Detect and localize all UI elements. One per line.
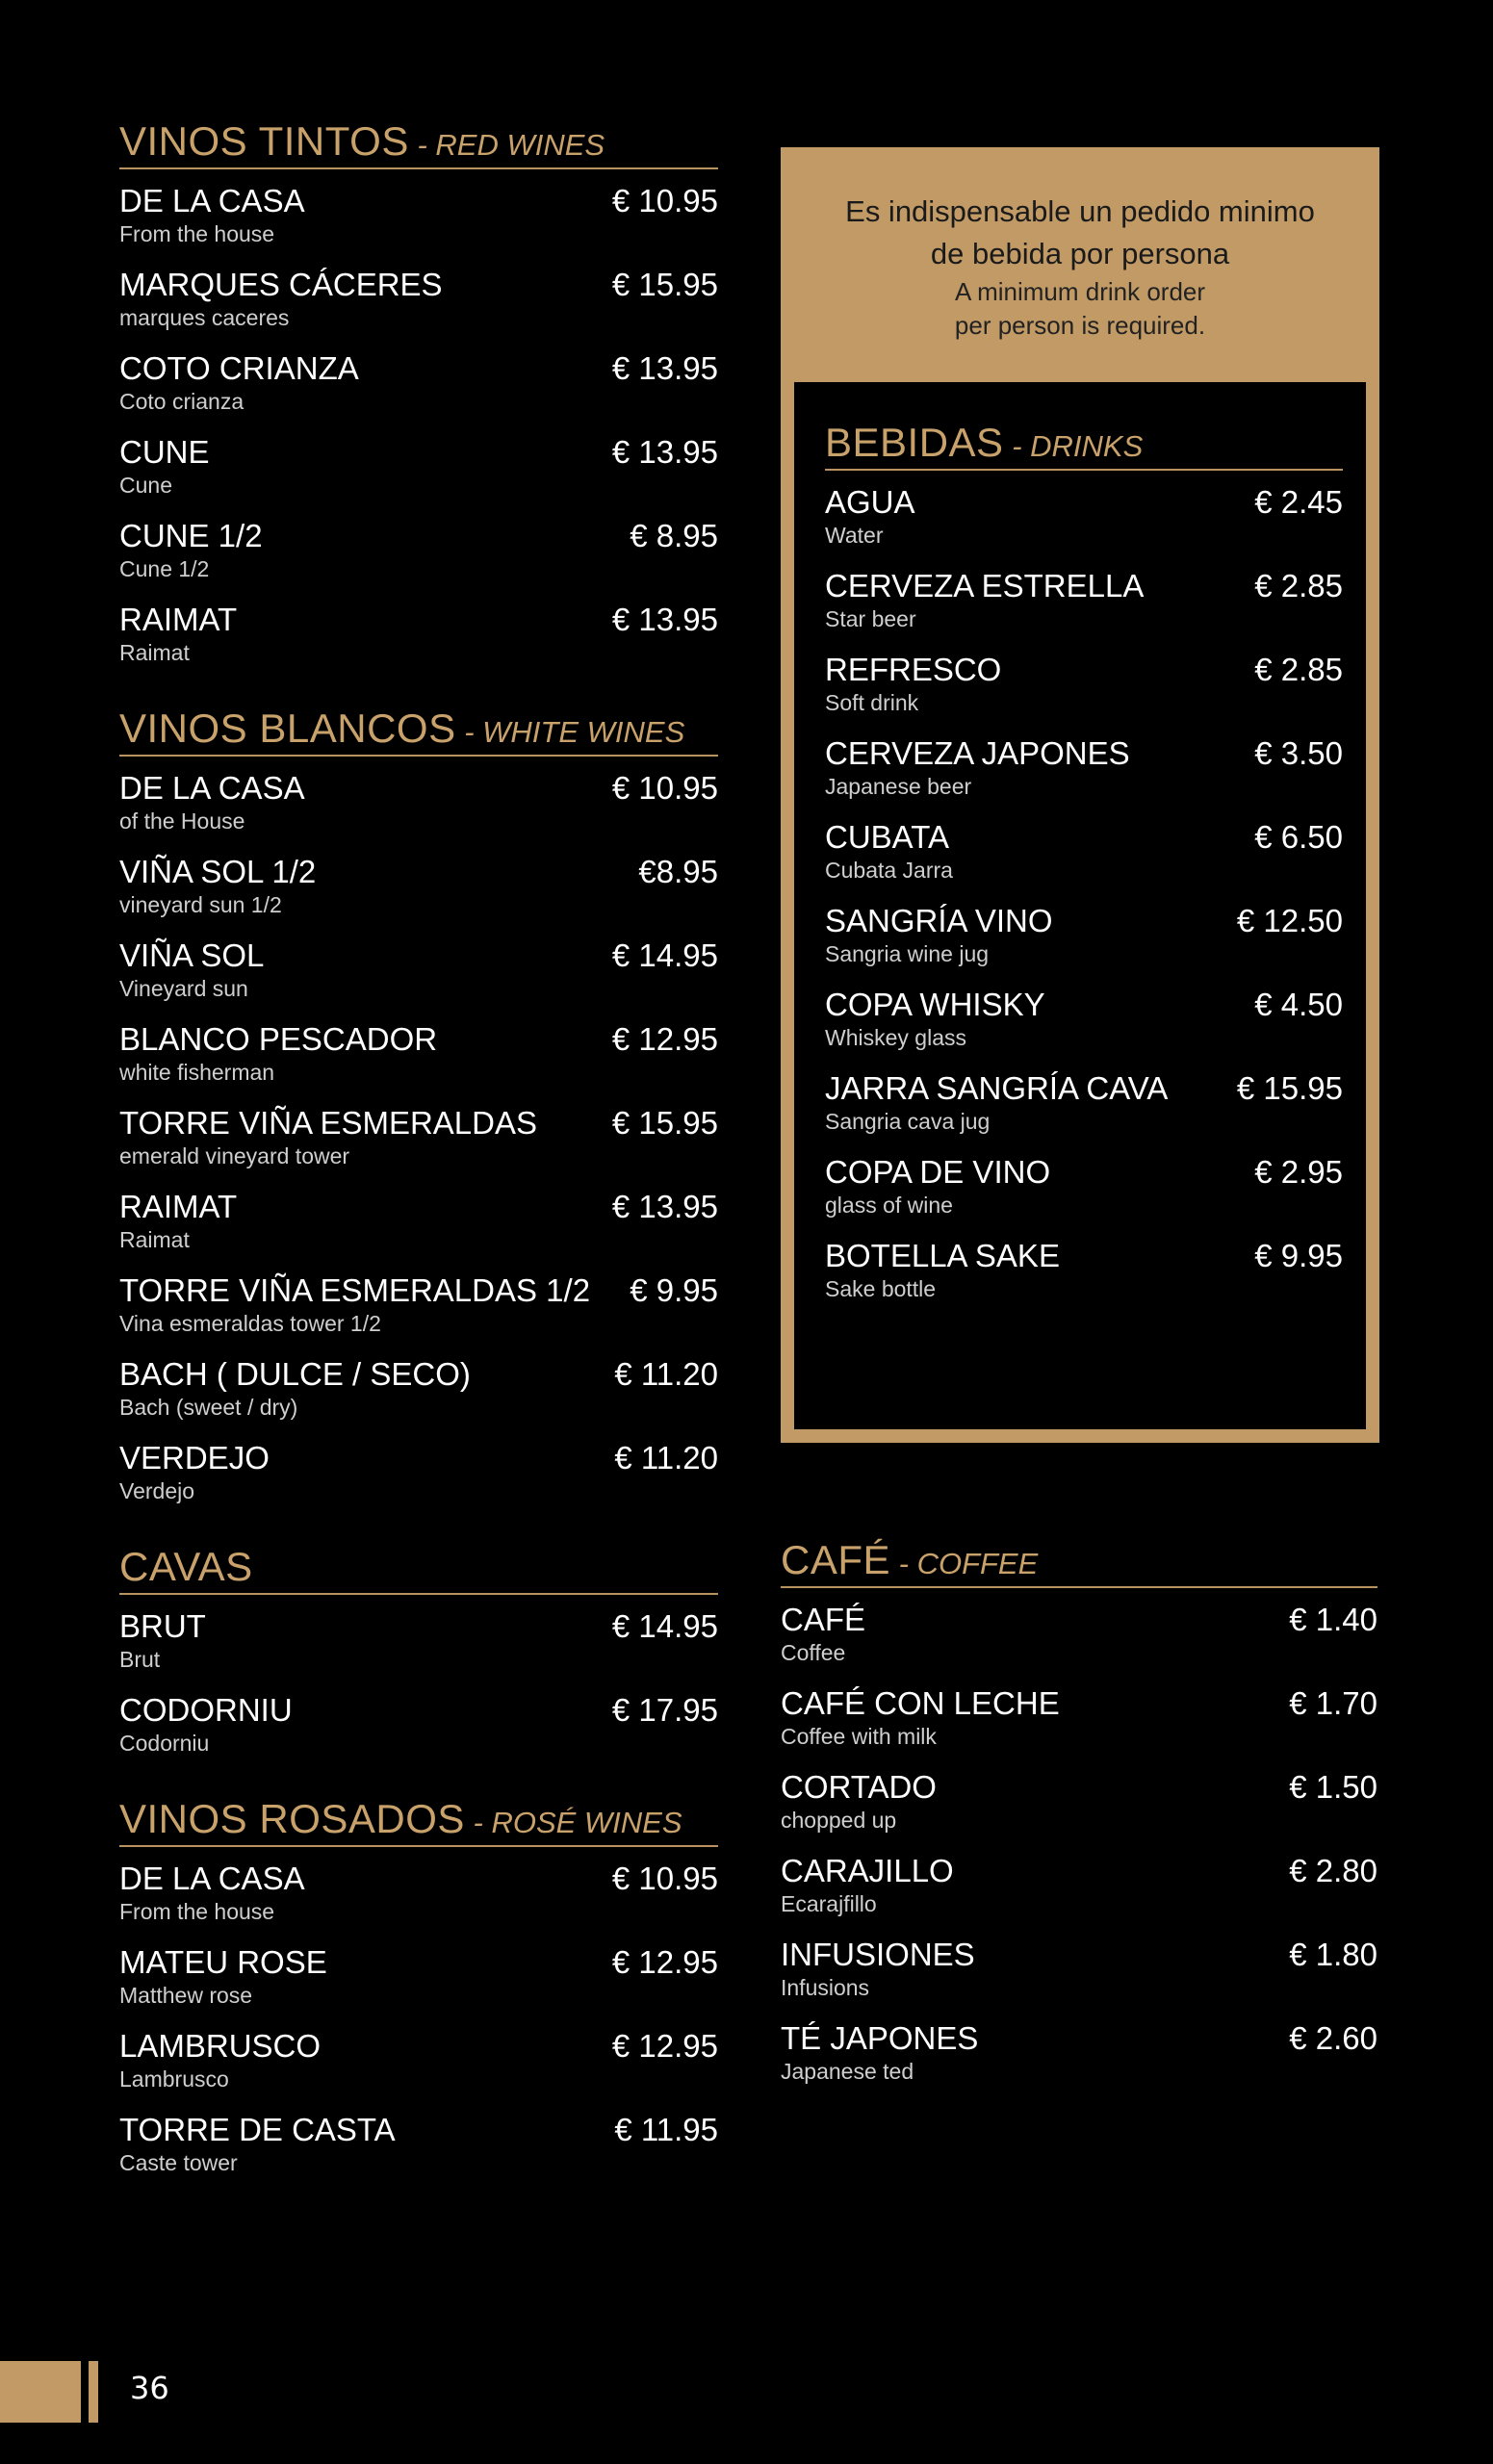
item-price: € 9.95 [630, 1272, 718, 1308]
item-description: glass of wine [825, 1193, 953, 1218]
left-column [119, 118, 718, 2219]
item-description: Coffee with milk [781, 1724, 937, 1749]
item-description: Lambrusco [119, 2066, 229, 2092]
footer-gold-stripe [89, 2361, 98, 2423]
item-price: € 1.80 [1289, 1937, 1377, 1972]
drinks-panel [781, 147, 1379, 1443]
menu-item [825, 735, 1343, 800]
item-name: CODORNIU [119, 1692, 293, 1728]
item-name: CAFÉ [781, 1602, 866, 1637]
item-description: Coffee [781, 1640, 846, 1665]
menu-item [825, 568, 1343, 632]
section-title: VINOS ROSADOS [119, 1796, 465, 1841]
item-name: DE LA CASA [119, 1861, 305, 1896]
item-price: €8.95 [638, 854, 718, 889]
item-price: € 12.95 [611, 1944, 718, 1980]
menu-item [119, 2112, 718, 2176]
item-description: From the house [119, 221, 275, 246]
item-description: white fisherman [119, 1060, 275, 1085]
item-price: € 12.95 [611, 2028, 718, 2064]
menu-item [119, 1861, 718, 1925]
menu-item [119, 1440, 718, 1504]
item-price: € 13.95 [611, 350, 718, 386]
item-price: € 12.50 [1236, 903, 1343, 938]
item-description: Raimat [119, 1227, 190, 1252]
section-subtitle: - COFFEE [890, 1547, 1039, 1580]
item-description: Japanese beer [825, 774, 972, 799]
section-subtitle: - RED WINES [408, 128, 605, 162]
item-description: Sangria cava jug [825, 1109, 991, 1134]
item-price: € 1.70 [1289, 1685, 1377, 1721]
item-name: BACH ( DULCE / SECO) [119, 1356, 471, 1392]
item-description: Cubata Jarra [825, 858, 953, 883]
item-name: DE LA CASA [119, 183, 305, 218]
section-title: BEBIDAS [825, 420, 1004, 465]
section-heading [119, 1796, 718, 1847]
item-name: INFUSIONES [781, 1937, 975, 1972]
menu-item [781, 1602, 1377, 1666]
item-name: CARAJILLO [781, 1853, 954, 1888]
item-name: CERVEZA JAPONES [825, 735, 1130, 771]
menu-item [119, 1692, 718, 1757]
item-price: € 3.50 [1254, 735, 1343, 771]
section-title: CAVAS [119, 1544, 253, 1589]
menu-item [781, 1853, 1377, 1917]
item-name: MARQUES CÁCERES [119, 267, 443, 302]
item-description: Sake bottle [825, 1276, 937, 1301]
item-price: € 2.85 [1254, 568, 1343, 603]
item-description: marques caceres [119, 305, 290, 330]
section-subtitle: - DRINKS [1003, 429, 1144, 463]
menu-item [119, 854, 718, 918]
item-description: Codorniu [119, 1731, 210, 1756]
item-description: Ecarajfillo [781, 1891, 877, 1916]
item-description: Vina esmeraldas tower 1/2 [119, 1311, 381, 1336]
menu-item [119, 1189, 718, 1253]
section-subtitle: - ROSÉ WINES [464, 1806, 682, 1839]
item-description: Raimat [119, 640, 190, 665]
item-price: € 2.85 [1254, 652, 1343, 687]
item-description: of the House [119, 808, 245, 834]
menu-item [119, 183, 718, 247]
menu-item [781, 1769, 1377, 1834]
item-price: € 13.95 [611, 434, 718, 470]
item-name: CAFÉ CON LECHE [781, 1685, 1060, 1721]
item-name: REFRESCO [825, 652, 1002, 687]
item-price: € 10.95 [611, 1861, 718, 1896]
menu-section [781, 1537, 1377, 2085]
item-price: € 8.95 [630, 518, 718, 553]
item-price: € 15.95 [1236, 1070, 1343, 1106]
menu-item [119, 434, 718, 499]
item-name: AGUA [825, 484, 915, 520]
menu-item [119, 1608, 718, 1673]
item-description: Cune [119, 473, 172, 498]
item-name: TORRE VIÑA ESMERALDAS [119, 1105, 538, 1141]
notice-en-line2: per person is required. [954, 311, 1206, 340]
item-name: SANGRÍA VINO [825, 903, 1053, 938]
menu-item [119, 1944, 718, 2009]
section-heading [781, 1537, 1377, 1588]
section-heading [825, 420, 1343, 471]
coffee-column [781, 1537, 1377, 2127]
item-description: Star beer [825, 606, 916, 631]
item-name: VERDEJO [119, 1440, 270, 1476]
menu-item [119, 602, 718, 666]
menu-item [119, 350, 718, 415]
item-name: TORRE VIÑA ESMERALDAS 1/2 [119, 1272, 591, 1308]
item-price: € 9.95 [1254, 1238, 1343, 1273]
minimum-order-notice [781, 147, 1379, 343]
item-price: € 12.95 [611, 1021, 718, 1057]
item-description: From the house [119, 1899, 275, 1924]
menu-item [825, 903, 1343, 967]
menu-item [119, 770, 718, 834]
item-name: COPA WHISKY [825, 987, 1045, 1022]
item-price: € 1.40 [1289, 1602, 1377, 1637]
menu-section [825, 420, 1343, 1302]
item-name: BOTELLA SAKE [825, 1238, 1060, 1273]
item-price: € 2.60 [1289, 2020, 1377, 2056]
item-description: Verdejo [119, 1478, 195, 1503]
item-description: Matthew rose [119, 1983, 253, 2008]
item-description: Sangria wine jug [825, 941, 990, 966]
item-name: CUNE [119, 434, 210, 470]
item-name: CERVEZA ESTRELLA [825, 568, 1145, 603]
section-heading [119, 708, 718, 757]
menu-item [825, 819, 1343, 884]
menu-item [825, 1070, 1343, 1135]
section-heading [119, 118, 718, 169]
item-description: chopped up [781, 1808, 897, 1833]
menu-section [119, 118, 718, 666]
menu-item [781, 2020, 1377, 2085]
menu-item [825, 987, 1343, 1051]
drinks-section-container [825, 420, 1343, 1345]
item-price: € 1.50 [1289, 1769, 1377, 1805]
item-name: BLANCO PESCADOR [119, 1021, 438, 1057]
section-title: VINOS TINTOS [119, 118, 409, 164]
item-price: € 17.95 [611, 1692, 718, 1728]
item-name: TÉ JAPONES [781, 2020, 979, 2056]
section-title: CAFÉ [781, 1537, 891, 1582]
section-subtitle: - WHITE WINES [455, 715, 685, 749]
menu-section [119, 1796, 718, 2176]
menu-section [119, 1544, 718, 1757]
item-name: MATEU ROSE [119, 1944, 327, 1980]
item-name: CUNE 1/2 [119, 518, 263, 553]
item-name: BRUT [119, 1608, 206, 1644]
item-price: € 10.95 [611, 770, 718, 806]
menu-item [781, 1937, 1377, 2001]
item-price: € 15.95 [611, 1105, 718, 1141]
item-price: € 2.95 [1254, 1154, 1343, 1190]
item-price: € 13.95 [611, 1189, 718, 1224]
section-heading [119, 1544, 718, 1595]
menu-item [119, 2028, 718, 2092]
item-name: JARRA SANGRÍA CAVA [825, 1070, 1169, 1106]
item-name: TORRE DE CASTA [119, 2112, 396, 2147]
item-description: vineyard sun 1/2 [119, 892, 282, 917]
item-name: COTO CRIANZA [119, 350, 359, 386]
item-price: € 2.80 [1289, 1853, 1377, 1888]
item-name: CORTADO [781, 1769, 937, 1805]
item-description: Brut [119, 1647, 161, 1672]
item-name: RAIMAT [119, 602, 238, 637]
menu-item [119, 518, 718, 582]
item-price: € 15.95 [611, 267, 718, 302]
item-description: Infusions [781, 1975, 870, 2000]
menu-item [825, 1238, 1343, 1302]
menu-item [825, 484, 1343, 549]
menu-item [825, 652, 1343, 716]
menu-item [119, 937, 718, 1002]
item-price: € 11.20 [614, 1356, 718, 1392]
item-name: CUBATA [825, 819, 949, 855]
item-description: emerald vineyard tower [119, 1143, 350, 1168]
item-description: Coto crianza [119, 389, 245, 414]
item-price: € 11.20 [614, 1440, 718, 1476]
notice-en-line1: A minimum drink order [954, 277, 1206, 306]
menu-item [119, 267, 718, 331]
item-name: RAIMAT [119, 1189, 238, 1224]
menu-item [119, 1021, 718, 1086]
item-description: Whiskey glass [825, 1025, 966, 1050]
notice-es-line1: Es indispensable un pedido minimo [845, 194, 1315, 228]
footer-gold-block [0, 2361, 81, 2423]
item-price: € 14.95 [611, 937, 718, 973]
section-title: VINOS BLANCOS [119, 706, 456, 751]
menu-item [119, 1272, 718, 1337]
item-name: VIÑA SOL [119, 937, 265, 973]
item-price: € 10.95 [611, 183, 718, 218]
item-price: € 14.95 [611, 1608, 718, 1644]
item-name: VIÑA SOL 1/2 [119, 854, 317, 889]
item-name: COPA DE VINO [825, 1154, 1051, 1190]
drinks-inner-box [794, 382, 1366, 1429]
item-price: € 6.50 [1254, 819, 1343, 855]
notice-es-line2: de bebida por persona [930, 237, 1230, 270]
menu-item [119, 1356, 718, 1421]
item-price: € 11.95 [614, 2112, 718, 2147]
menu-item [781, 1685, 1377, 1750]
menu-section [119, 708, 718, 1504]
item-name: LAMBRUSCO [119, 2028, 322, 2064]
item-description: Vineyard sun [119, 976, 248, 1001]
item-description: Caste tower [119, 2150, 238, 2175]
item-description: Cune 1/2 [119, 556, 210, 581]
menu-item [825, 1154, 1343, 1219]
item-price: € 4.50 [1254, 987, 1343, 1022]
item-description: Japanese ted [781, 2059, 914, 2084]
item-price: € 2.45 [1254, 484, 1343, 520]
item-description: Bach (sweet / dry) [119, 1395, 298, 1420]
page-number: 36 [130, 2370, 169, 2406]
menu-item [119, 1105, 718, 1169]
item-price: € 13.95 [611, 602, 718, 637]
item-description: Water [825, 523, 884, 548]
item-description: Soft drink [825, 690, 919, 715]
item-name: DE LA CASA [119, 770, 305, 806]
